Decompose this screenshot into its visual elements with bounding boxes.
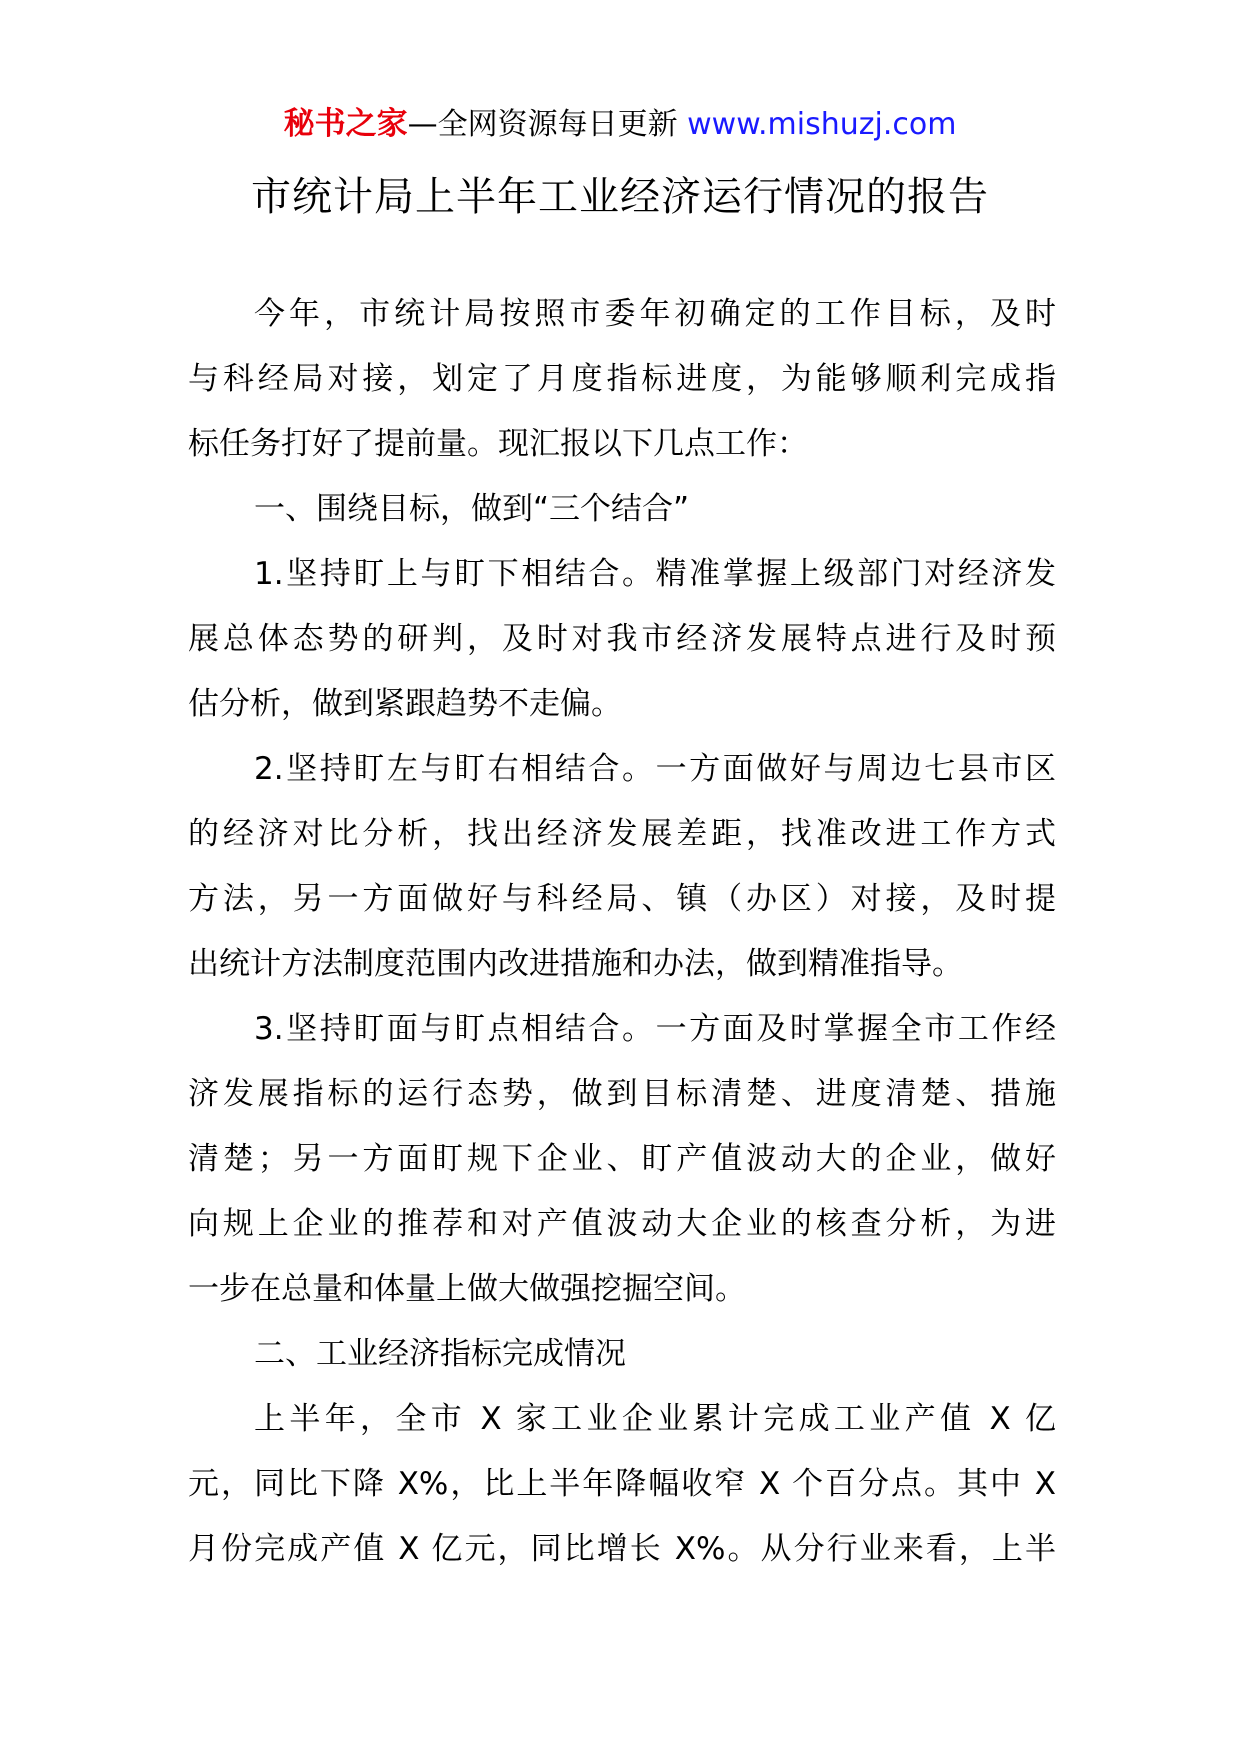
paragraph-line: 济发展指标的运行态势，做到目标清楚、进度清楚、措施: [188, 1076, 1056, 1112]
section-heading: 一、围绕目标，做到“三个结合”: [254, 491, 690, 527]
section-heading: 二、工业经济指标完成情况: [254, 1336, 626, 1372]
brand-name: 秘书之家: [283, 106, 408, 142]
document-body: [188, 292, 1056, 1592]
document-title: 市统计局上半年工业经济运行情况的报告: [251, 174, 989, 220]
site-header: [0, 102, 1240, 147]
paragraph-line: 出统计方法制度范围内改进措施和办法，做到精准指导。: [188, 946, 963, 982]
paragraph-line: 3.坚持盯面与盯点相结合。一方面及时掌握全市工作经: [254, 1011, 1056, 1047]
paragraph-line: 一步在总量和体量上做大做强挖掘空间。: [188, 1271, 746, 1307]
paragraph-line: 上半年，全市 X 家工业企业累计完成工业产值 X 亿: [254, 1401, 1056, 1437]
site-url[interactable]: www.mishuzj.com: [687, 107, 957, 142]
paragraph-line: 方法，另一方面做好与科经局、镇（办区）对接，及时提: [188, 881, 1056, 917]
paragraph-line: 2.坚持盯左与盯右相结合。一方面做好与周边七县市区: [254, 751, 1056, 787]
paragraph-line: 与科经局对接，划定了月度指标进度，为能够顺利完成指: [188, 361, 1056, 397]
paragraph-line: 标任务打好了提前量。现汇报以下几点工作：: [188, 426, 808, 462]
paragraph-line: 1.坚持盯上与盯下相结合。精准掌握上级部门对经济发: [254, 556, 1056, 592]
paragraph-line: 展总体态势的研判，及时对我市经济发展特点进行及时预: [188, 621, 1056, 657]
paragraph-line: 的经济对比分析，找出经济发展差距，找准改进工作方式: [188, 816, 1056, 852]
paragraph-line: 清楚；另一方面盯规下企业、盯产值波动大的企业，做好: [188, 1141, 1056, 1177]
paragraph-line: 元，同比下降 X%，比上半年降幅收窄 X 个百分点。其中 X: [188, 1466, 1056, 1502]
header-tagline: —全网资源每日更新: [407, 107, 688, 142]
paragraph-line: 向规上企业的推荐和对产值波动大企业的核查分析，为进: [188, 1206, 1056, 1242]
paragraph-line: 估分析，做到紧跟趋势不走偏。: [188, 686, 622, 722]
paragraph-line: 今年，市统计局按照市委年初确定的工作目标，及时: [254, 296, 1056, 332]
paragraph-line: 月份完成产值 X 亿元，同比增长 X%。从分行业来看，上半: [188, 1531, 1056, 1567]
